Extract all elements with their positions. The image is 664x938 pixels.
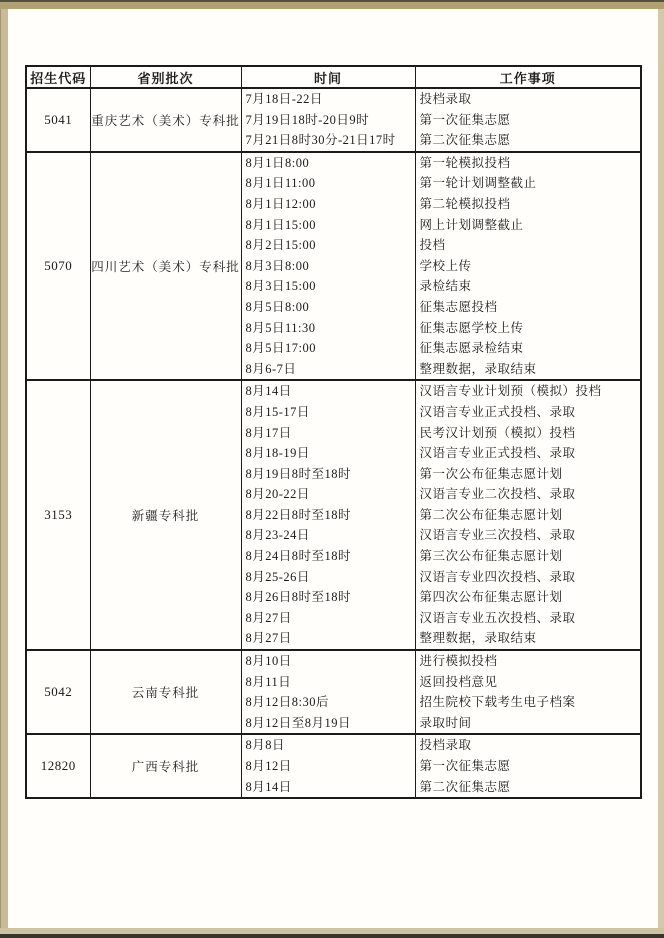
work-item-cell	[415, 88, 641, 152]
header-province-batch: 省别批次	[90, 66, 241, 88]
work-item-entry: 汉语言专业三次投档、录取	[419, 528, 576, 543]
work-item-entry: 第二轮模拟投档	[419, 196, 511, 211]
table-header-row	[26, 66, 641, 88]
table-row	[26, 152, 641, 381]
work-item-entry: 汉语言专业二次投档、录取	[419, 487, 576, 502]
work-item-entry: 第一次征集志愿	[419, 759, 511, 773]
time-entry: 8月27日	[245, 610, 292, 625]
page-border-bottom	[0, 928, 664, 938]
work-item-entry: 招生院校下载考生电子档案	[419, 695, 576, 710]
time-entry: 8月27日	[245, 631, 292, 646]
time-entry: 8月12日8:30后	[245, 695, 329, 710]
admission-code-cell: 5041	[26, 88, 90, 152]
province-batch-cell: 四川艺术（美术）专科批	[90, 152, 241, 381]
work-item-entry: 征集志愿学校上传	[419, 320, 524, 335]
admission-code-cell: 3153	[26, 380, 90, 650]
work-item-entry: 汉语言专业正式投档、录取	[419, 446, 576, 461]
work-item-entry: 汉语言专业计划预（模拟）投档	[419, 384, 602, 399]
table-row	[26, 88, 641, 152]
time-entry: 8月5日11:30	[245, 320, 316, 335]
time-cell	[241, 152, 415, 381]
time-entry: 8月12日	[245, 759, 292, 773]
work-item-entry: 征集志愿录检结束	[419, 341, 524, 356]
work-item-entry: 投档录取	[419, 738, 472, 753]
page-border-top	[0, 0, 664, 9]
time-entry: 8月1日12:00	[245, 196, 316, 211]
work-item-entry: 民考汉计划预（模拟）投档	[419, 425, 576, 440]
time-entry: 8月8日	[245, 738, 286, 753]
work-item-entry: 进行模拟投档	[419, 654, 498, 669]
work-item-entry: 第二次征集志愿	[419, 133, 511, 148]
time-entry: 8月22日8时至18时	[245, 507, 352, 522]
time-cell	[241, 380, 415, 650]
time-entry: 7月21日8时30分-21日17时	[245, 133, 396, 148]
work-item-cell	[415, 734, 641, 798]
time-entry: 8月25-26日	[245, 569, 310, 584]
time-entry: 8月23-24日	[245, 528, 310, 543]
table-row	[26, 380, 641, 650]
time-entry: 8月26日8时至18时	[245, 590, 352, 605]
work-item-entry: 整理数据，录取结束	[419, 631, 537, 646]
work-item-entry: 返回投档意见	[419, 674, 498, 689]
time-cell	[241, 734, 415, 798]
time-entry: 8月5日17:00	[245, 341, 316, 356]
time-entry: 8月17日	[245, 425, 292, 440]
time-entry: 8月15-17日	[245, 404, 310, 419]
province-batch-cell: 广西专科批	[90, 734, 241, 798]
province-batch-cell: 新疆专科批	[90, 380, 241, 650]
time-entry: 8月14日	[245, 779, 292, 794]
work-item-entry: 网上计划调整截止	[419, 217, 524, 232]
time-entry: 8月2日15:00	[245, 238, 316, 253]
work-item-entry: 投档	[419, 238, 446, 253]
work-item-cell	[415, 650, 641, 734]
work-item-entry: 第三次公布征集志愿计划	[419, 549, 563, 564]
work-item-entry: 汉语言专业五次投档、录取	[419, 610, 576, 625]
work-item-cell	[415, 152, 641, 381]
admission-code-cell: 5042	[26, 650, 90, 734]
time-entry: 8月18-19日	[245, 446, 310, 461]
time-entry: 8月11日	[245, 674, 292, 689]
page-border-right	[658, 0, 664, 938]
province-batch-cell: 云南专科批	[90, 650, 241, 734]
work-item-entry: 第一次公布征集志愿计划	[419, 466, 563, 481]
time-entry: 8月20-22日	[245, 487, 310, 502]
admission-code-cell: 12820	[26, 734, 90, 798]
admission-code-cell: 5070	[26, 152, 90, 381]
work-item-entry: 录检结束	[419, 279, 472, 294]
work-item-cell	[415, 380, 641, 650]
work-item-entry: 第一轮计划调整截止	[419, 176, 537, 191]
time-entry: 7月18日-22日	[245, 92, 323, 106]
time-entry: 8月6-7日	[245, 361, 297, 376]
page-border-left	[0, 0, 8, 938]
work-item-entry: 汉语言专业正式投档、录取	[419, 404, 576, 419]
work-item-entry: 汉语言专业四次投档、录取	[419, 569, 576, 584]
time-entry: 8月14日	[245, 384, 292, 399]
work-item-entry: 录取时间	[419, 715, 472, 730]
header-time: 时间	[241, 66, 415, 88]
work-item-entry: 第二次征集志愿	[419, 779, 511, 794]
time-entry: 7月19日18时-20日9时	[245, 112, 370, 127]
header-admission-code: 招生代码	[26, 66, 90, 88]
table-row	[26, 650, 641, 734]
admission-schedule-table	[25, 65, 642, 799]
work-item-entry: 学校上传	[419, 258, 472, 273]
work-item-entry: 征集志愿投档	[419, 299, 498, 314]
time-entry: 8月1日8:00	[245, 155, 310, 170]
work-item-entry: 整理数据，录取结束	[419, 361, 537, 376]
work-item-entry: 投档录取	[419, 92, 472, 106]
province-batch-cell: 重庆艺术（美术）专科批	[90, 88, 241, 152]
time-entry: 8月10日	[245, 654, 292, 669]
time-cell	[241, 88, 415, 152]
time-entry: 8月3日15:00	[245, 279, 316, 294]
time-entry: 8月12日至8月19日	[245, 715, 352, 730]
time-entry: 8月5日8:00	[245, 299, 310, 314]
work-item-entry: 第四次公布征集志愿计划	[419, 590, 563, 605]
header-work-item: 工作事项	[415, 66, 641, 88]
work-item-entry: 第一轮模拟投档	[419, 155, 511, 170]
time-entry: 8月19日8时至18时	[245, 466, 352, 481]
time-entry: 8月1日15:00	[245, 217, 316, 232]
time-entry: 8月24日8时至18时	[245, 549, 352, 564]
time-cell	[241, 650, 415, 734]
work-item-entry: 第一次征集志愿	[419, 112, 511, 127]
table-row	[26, 734, 641, 798]
time-entry: 8月1日11:00	[245, 176, 316, 191]
work-item-entry: 第二次公布征集志愿计划	[419, 507, 563, 522]
time-entry: 8月3日8:00	[245, 258, 310, 273]
